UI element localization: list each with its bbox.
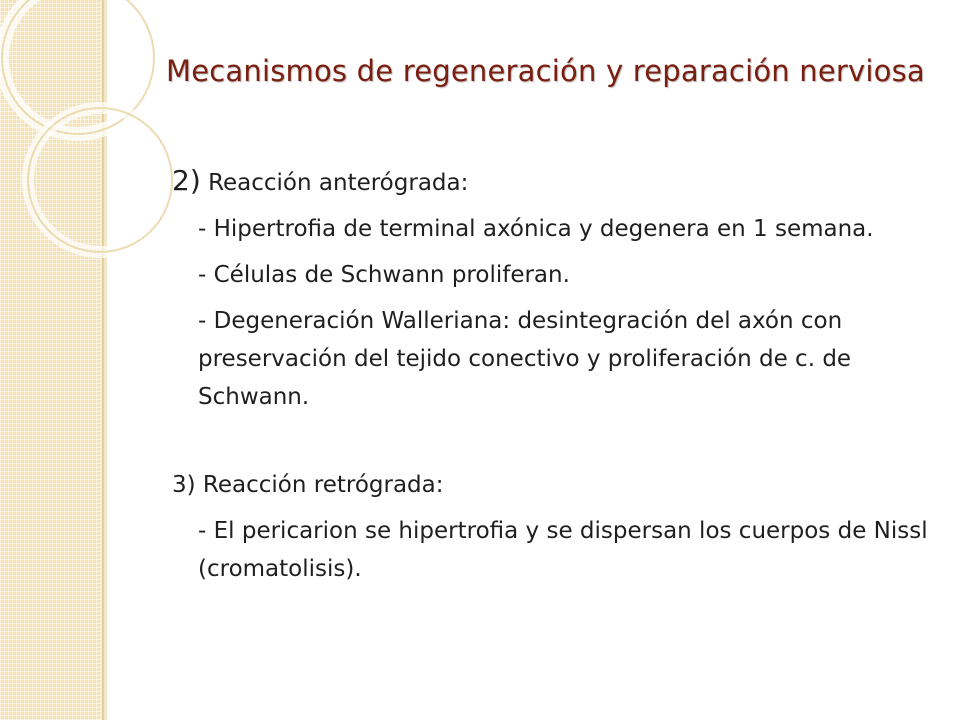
section-title: Reacción anterógrada:	[208, 170, 469, 196]
section-heading-anterograde	[166, 162, 936, 202]
list-item: - Degeneración Walleriana: desintegración del axón con preservación del tejido conectivo y proliferación de c. de Schwann.	[198, 308, 852, 410]
section-title: Reacción retrógrada:	[202, 472, 444, 498]
section-number: 2)	[172, 164, 201, 197]
list-item: - El pericarion se hipertrofia y se dispersan los cuerpos de Nissl (cromatolisis).	[198, 518, 928, 582]
slide-title: Mecanismos de regeneración y reparación nerviosa	[166, 54, 925, 88]
section-heading-retrograde	[166, 466, 936, 504]
slide-body	[166, 162, 936, 588]
list-item: - Células de Schwann proliferan.	[198, 262, 570, 288]
section-number: 3)	[172, 472, 196, 498]
list-item: - Hipertrofia de terminal axónica y degenera en 1 semana.	[198, 216, 874, 242]
